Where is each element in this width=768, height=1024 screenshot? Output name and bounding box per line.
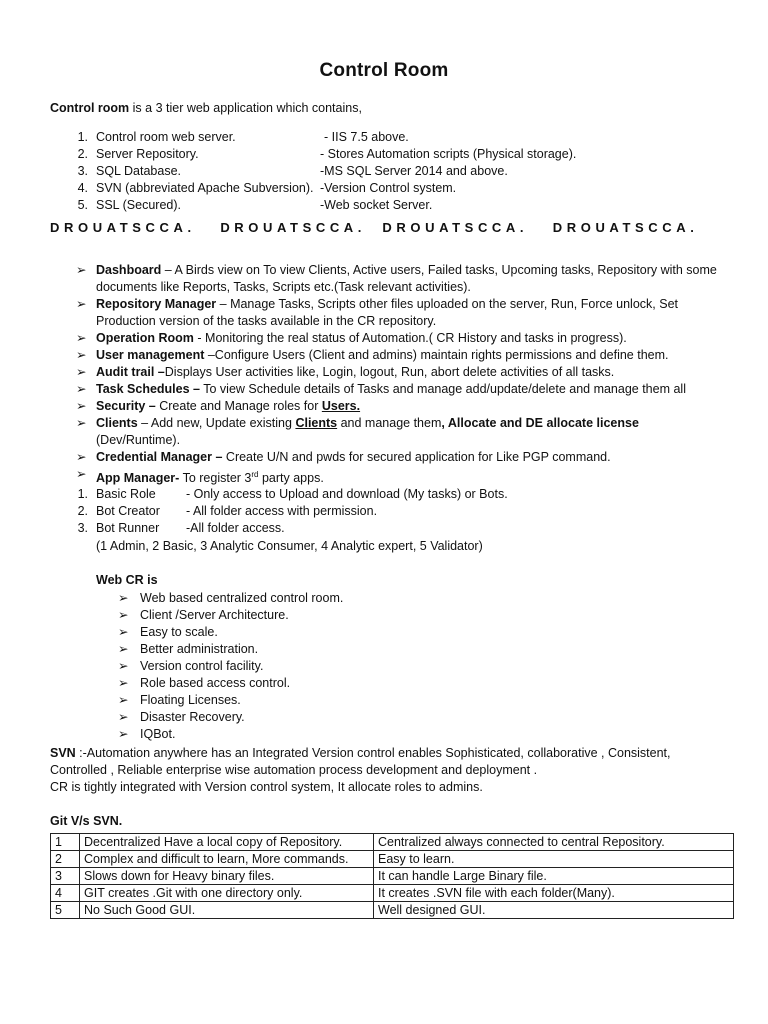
list-item: ➢ Version control facility. — [118, 659, 264, 673]
feature-emphasis: , Allocate and DE allocate license — [441, 416, 639, 430]
arrow-bullet-icon: ➢ — [76, 297, 87, 311]
feature-operation-room — [76, 330, 726, 347]
git-cell: Decentralized Have a local copy of Repository. — [80, 834, 374, 851]
role-name: Bot Creator — [96, 504, 160, 518]
feature-list — [76, 262, 726, 487]
tier-name: SQL Database. — [96, 164, 182, 178]
tier-number: 5. — [77, 198, 88, 212]
page-title: Control Room — [319, 60, 449, 81]
tier-name: Server Repository. — [96, 147, 199, 161]
repeated-banner: DROUATSCCA. DROUATSCCA. DROUATSCCA. DROUATSCCA. — [50, 220, 699, 235]
tier-name: SVN (abbreviated Apache Subversion). — [96, 181, 314, 195]
arrow-bullet-icon: ➢ — [118, 608, 129, 622]
feature-text: (Dev/Runtime). — [96, 433, 181, 447]
intro-line — [50, 101, 362, 115]
feature-text: – Manage Tasks, Scripts other files uploaded on the server, Run, Force unlock, Set Production version of the tasks available in the CR repository. — [96, 297, 678, 328]
arrow-bullet-icon: ➢ — [118, 642, 129, 656]
web-cr-heading: Web CR is — [96, 573, 158, 587]
list-item: ➢ IQBot. — [118, 727, 176, 741]
list-item: ➢ Disaster Recovery. — [118, 710, 245, 724]
feature-clients — [76, 415, 726, 449]
feature-label: Audit trail – — [96, 365, 165, 379]
arrow-bullet-icon: ➢ — [118, 625, 129, 639]
tier-description: - Stores Automation scripts (Physical storage). — [320, 147, 577, 161]
superscript: rd — [251, 470, 259, 479]
tier-number: 2. — [77, 147, 88, 161]
feature-app-manager — [76, 466, 726, 487]
list-item: ➢ Floating Licenses. — [118, 693, 241, 707]
arrow-bullet-icon: ➢ — [76, 348, 87, 362]
intro-text: is a 3 tier web application which contains, — [129, 101, 362, 115]
arrow-bullet-icon: ➢ — [118, 659, 129, 673]
feature-text: To view Schedule details of Tasks and manage add/update/delete and manage them all — [200, 382, 686, 396]
feature-text: – Add new, Update existing — [137, 416, 296, 430]
arrow-bullet-icon: ➢ — [76, 365, 87, 379]
feature-text: Create U/N and pwds for secured application for Like PGP command. — [222, 450, 611, 464]
list-item: ➢ Role based access control. — [118, 676, 291, 690]
row-number: 1 — [51, 834, 80, 851]
feature-label: Security – — [96, 399, 156, 413]
arrow-bullet-icon: ➢ — [76, 263, 87, 277]
arrow-bullet-icon: ➢ — [76, 416, 87, 430]
svn-cell: Easy to learn. — [374, 851, 734, 868]
tier-number: 3. — [77, 164, 88, 178]
tier-description: -Web socket Server. — [320, 198, 433, 212]
arrow-bullet-icon: ➢ — [118, 693, 129, 707]
svn-cell: Well designed GUI. — [374, 902, 734, 919]
tier-description: -Version Control system. — [320, 181, 457, 195]
table-row — [51, 885, 734, 902]
svn-cell: It creates .SVN file with each folder(Many). — [374, 885, 734, 902]
table-row — [51, 902, 734, 919]
git-cell: No Such Good GUI. — [80, 902, 374, 919]
row-number: 5 — [51, 902, 80, 919]
role-number: 1. — [77, 487, 88, 501]
svn-paragraph — [50, 745, 730, 796]
feature-label: Credential Manager – — [96, 450, 223, 464]
arrow-bullet-icon: ➢ — [118, 591, 129, 605]
users-link[interactable]: Users. — [321, 399, 361, 413]
list-item: ➢ Better administration. — [118, 642, 259, 656]
arrow-bullet-icon: ➢ — [118, 710, 129, 724]
feature-credential-manager — [76, 449, 726, 466]
feature-task-schedules — [76, 381, 726, 398]
list-item: ➢ Client /Server Architecture. — [118, 608, 289, 622]
table-row — [51, 834, 734, 851]
feature-text: party apps. — [258, 471, 324, 486]
arrow-bullet-icon: ➢ — [118, 676, 129, 690]
row-number: 2 — [51, 851, 80, 868]
clients-link[interactable]: Clients — [295, 416, 338, 430]
row-number: 4 — [51, 885, 80, 902]
feature-text: – A Birds view on To view Clients, Active users, Failed tasks, Upcoming tasks, Repository with some documents like Reports, Tasks, Scripts etc.(Task relevant activities). — [96, 263, 717, 294]
git-cell: Complex and difficult to learn, More commands. — [80, 851, 374, 868]
arrow-bullet-icon: ➢ — [118, 727, 129, 741]
feature-text: Displays User activities like, Login, logout, Run, abort delete activities of all tasks. — [164, 365, 615, 379]
feature-security — [76, 398, 726, 415]
table-row — [51, 868, 734, 885]
row-number: 3 — [51, 868, 80, 885]
feature-label: Task Schedules – — [96, 382, 200, 396]
feature-user-management — [76, 347, 726, 364]
table-row — [51, 851, 734, 868]
tier-description: -MS SQL Server 2014 and above. — [320, 164, 508, 178]
svn-label: SVN — [50, 746, 76, 760]
web-cr-list — [118, 590, 343, 743]
feature-text: –Configure Users (Client and admins) maintain rights permissions and define them. — [204, 348, 669, 362]
tier-name: Control room web server. — [96, 130, 236, 144]
feature-text: Create and Manage roles for — [155, 399, 322, 413]
roles-note: (1 Admin, 2 Basic, 3 Analytic Consumer, 4 Analytic expert, 5 Validator) — [96, 539, 483, 553]
tier-number: 1. — [77, 130, 88, 144]
git-cell: GIT creates .Git with one directory only. — [80, 885, 374, 902]
feature-text: and manage them — [337, 416, 442, 430]
feature-repository-manager — [76, 296, 726, 330]
role-number: 2. — [77, 504, 88, 518]
feature-label: Operation Room — [96, 331, 194, 345]
svn-text: :-Automation anywhere has an Integrated Version control enables Sophisticated, collaborative , Consistent, Controlled , Reliable enterprise wise automation process development and deployment . — [50, 746, 671, 777]
feature-label: App Manager- — [96, 471, 180, 486]
intro-term: Control room — [50, 101, 130, 115]
feature-dashboard — [76, 262, 726, 296]
role-description: - Only access to Upload and download (My tasks) or Bots. — [186, 487, 508, 501]
feature-text: - Monitoring the real status of Automation.( CR History and tasks in progress). — [193, 331, 627, 345]
role-number: 3. — [77, 521, 88, 535]
feature-text: To register 3 — [179, 471, 252, 486]
tier-number: 4. — [77, 181, 88, 195]
role-description: - All folder access with permission. — [186, 504, 378, 518]
tier-name: SSL (Secured). — [96, 198, 181, 212]
role-description: -All folder access. — [186, 521, 285, 535]
arrow-bullet-icon: ➢ — [76, 382, 87, 396]
role-name: Bot Runner — [96, 521, 160, 535]
feature-label: Clients — [96, 416, 138, 430]
feature-audit-trail — [76, 364, 726, 381]
tier-description: - IIS 7.5 above. — [324, 130, 409, 144]
list-item: ➢ Web based centralized control room. — [118, 591, 344, 605]
feature-label: Repository Manager — [96, 297, 217, 311]
feature-label: User management — [96, 348, 205, 362]
git-vs-svn-table — [50, 833, 734, 919]
git-cell: Slows down for Heavy binary files. — [80, 868, 374, 885]
svn-cell: Centralized always connected to central Repository. — [374, 834, 734, 851]
git-vs-svn-heading: Git V/s SVN. — [50, 814, 123, 828]
feature-label: Dashboard — [96, 263, 162, 277]
arrow-bullet-icon: ➢ — [76, 450, 87, 464]
role-name: Basic Role — [96, 487, 156, 501]
svn-text-line2: CR is tightly integrated with Version control system, It allocate roles to admins. — [50, 780, 483, 794]
svn-cell: It can handle Large Binary file. — [374, 868, 734, 885]
arrow-bullet-icon: ➢ — [76, 331, 87, 345]
arrow-bullet-icon: ➢ — [76, 399, 87, 413]
arrow-bullet-icon: ➢ — [76, 467, 87, 481]
list-item: ➢ Easy to scale. — [118, 625, 218, 639]
